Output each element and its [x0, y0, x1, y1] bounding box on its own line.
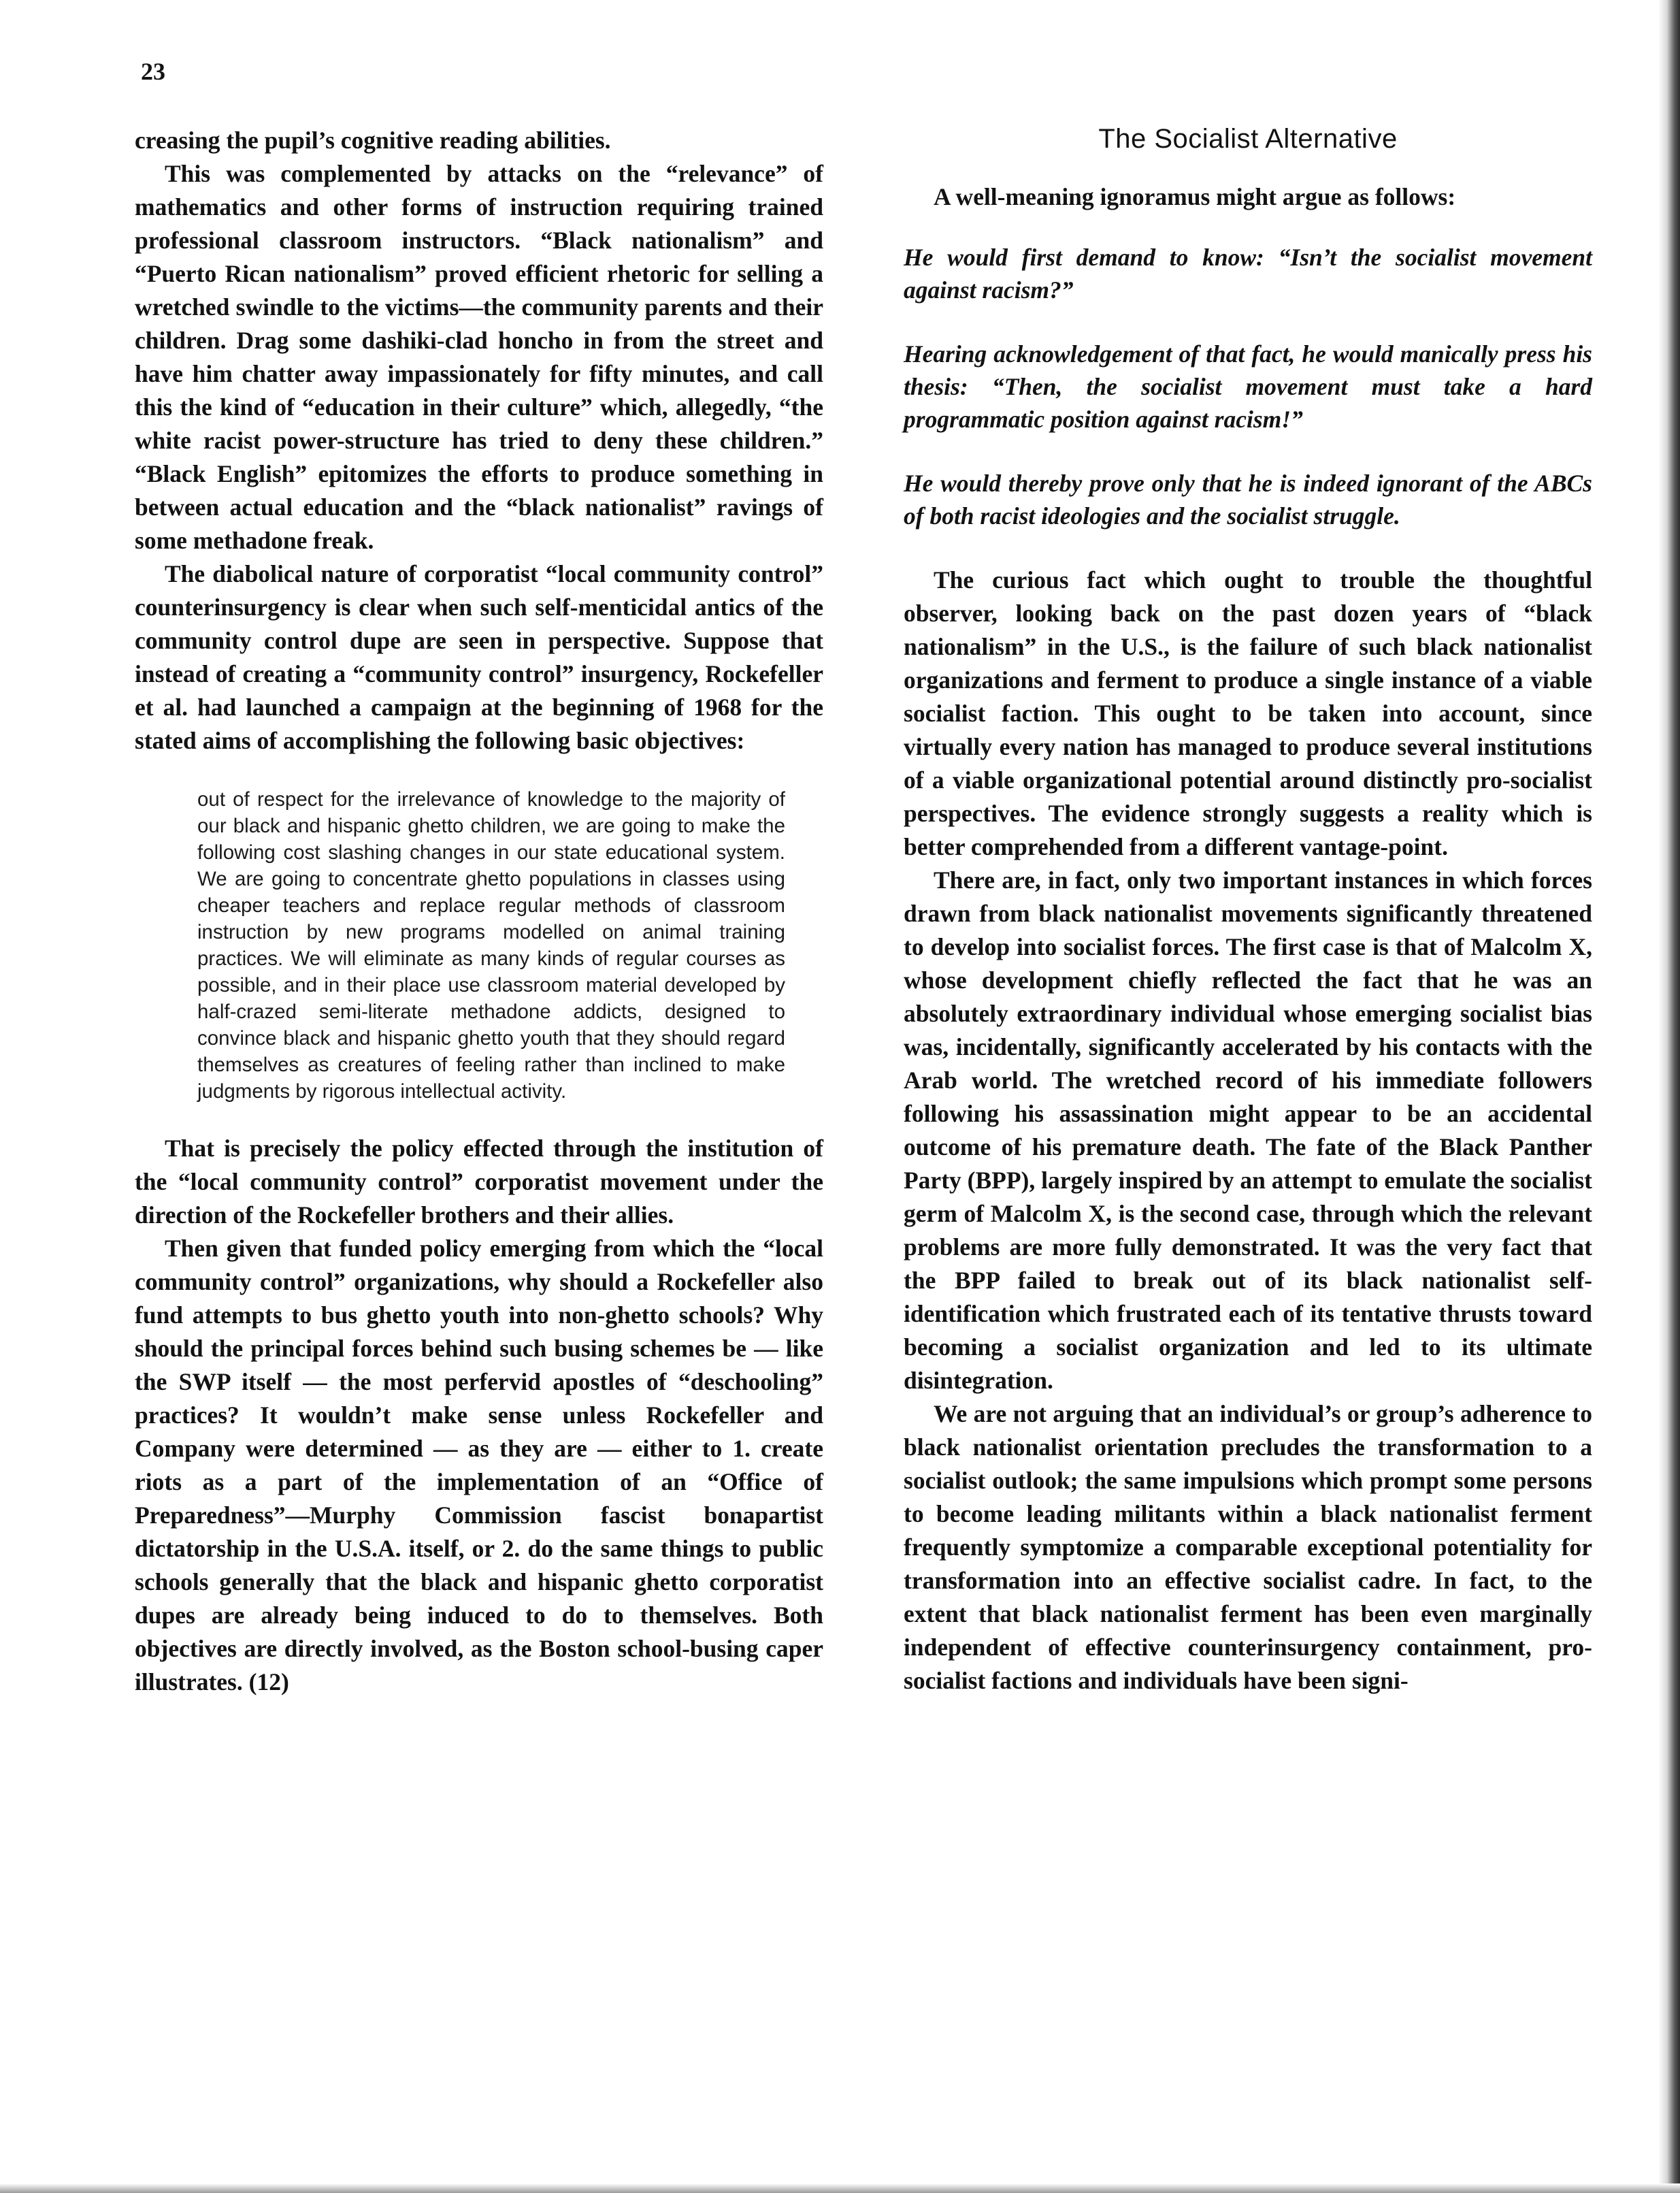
- italic-paragraph-2: Hearing acknowledgement of that fact, he would manically press his thesis: “Then, the socialist movement must take a hard programmatic position against racism!”: [904, 340, 1592, 433]
- page-edge-shadow: [1658, 0, 1680, 2193]
- section-heading: The Socialist Alternative: [1098, 124, 1398, 154]
- right-paragraph-2: There are, in fact, only two important instances in which forces drawn from black nationalist movements significantly threatened to develop into socialist forces. The first case is that of Malcolm X, whose development chiefly reflected the fact that he was an absolutely extraordinary individual whose emerging socialist bias was, incidentally, significantly accelerated by his contacts with the Arab world. The wretched record of his immediate followers following his assassination might appear to be an accidental outcome of his premature death. The fate of the Black Panther Party (BPP), largely inspired by an attempt to emulate the socialist germ of Malcolm X, is the second case, through which the relevant problems are more fully demonstrated. It was the very fact that the BPP failed to break out of its black nationalist self-identification which frustrated each of its tentative thrusts toward becoming a socialist organization and led to its ultimate disintegration.: [904, 866, 1592, 1394]
- left-paragraph-5: Then given that funded policy emerging from which the “local community control” organizations, why should a Rockefeller also fund attempts to bus ghetto youth into non-ghetto schools? Why should the principal forces behind such busing schemes be — like the SWP itself — the most perfervid apostles of “deschooling” practices? It wouldn’t make sense unless Rockefeller and Company were determined — as they are — either to 1. create riots as a part of the implementation of an “Office of Preparedness”—Murphy Commission fascist bonapartist dictatorship in the U.S.A. itself, or 2. do the same things to public schools generally that the black and hispanic ghetto corporatist dupes are already being induced to do to themselves. Both objectives are directly involved, as the Boston school-busing caper illustrates. (12): [135, 1235, 823, 1695]
- italic-paragraph-3: He would thereby prove only that he is indeed ignorant of the ABCs of both racist ideologies and the socialist struggle.: [904, 470, 1592, 530]
- page-number: 23: [141, 58, 165, 85]
- right-paragraph-3: We are not arguing that an individual’s or group’s adherence to black nationalist orientation precludes the transformation to a socialist outlook; the same impulsions which prompt some persons to become leading militants within a black nationalist ferment frequently symptomize a comparable exceptional potentiality for transformation into an effective socialist cadre. In fact, to the extent that black nationalist ferment has been even marginally independent of effective counterinsurgency containment, pro-socialist factions and individuals have been signi-: [904, 1400, 1592, 1694]
- left-column: [135, 124, 823, 1699]
- italic-paragraph-1: He would first demand to know: “Isn’t the socialist movement against racism?”: [904, 244, 1592, 304]
- left-paragraph-3: The diabolical nature of corporatist “local community control” counterinsurgency is clear when such self-menticidal antics of the community control dupe are seen in perspective. Suppose that instead of creating a “community control” insurgency, Rockefeller et al. had launched a campaign at the beginning of 1968 for the stated aims of accomplishing the following basic objectives:: [135, 560, 823, 754]
- right-paragraph-1: The curious fact which ought to trouble the thoughtful observer, looking back on the past dozen years of “black nationalism” in the U.S., is the failure of such black nationalist organizations and ferment to produce a single instance of a viable socialist faction. This ought to be taken into account, since virtually every nation has managed to produce several institutions of a viable organizational potential around distinctly pro-socialist perspectives. The evidence strongly suggests a reality which is better comprehended from a different vantage-point.: [904, 566, 1592, 860]
- left-paragraph-1: creasing the pupil’s cognitive reading abilities.: [135, 127, 611, 154]
- page-bottom-edge: [0, 2183, 1680, 2193]
- intro-line: A well-meaning ignoramus might argue as follows:: [934, 183, 1456, 210]
- left-paragraph-2: This was complemented by attacks on the “relevance” of mathematics and other forms of instruction requiring trained professional classroom instructors. “Black nationalism” and “Puerto Rican nationalism” proved efficient rhetoric for selling a wretched swindle to the victims—the community parents and their children. Drag some dashiki-clad honcho in from the street and have him chatter away impassionately for fifty minutes, and call this the kind of “education in their culture” which, allegedly, “the white racist power-structure has tried to deny these children.” “Black English” epitomizes the efforts to produce something in between actual education and the “black nationalist” ravings of some methadone freak.: [135, 160, 823, 554]
- left-paragraph-4: That is precisely the policy effected through the institution of the “local community control” corporatist movement under the direction of the Rockefeller brothers and their allies.: [135, 1135, 823, 1229]
- right-column: [904, 124, 1592, 1697]
- block-quote: out of respect for the irrelevance of knowledge to the majority of our black and hispanic ghetto children, we are going to make the following cost slashing changes in our state educational system. We are going to concentrate ghetto populations in classes using cheaper teachers and replace regular methods of classroom instruction by new programs modelled on animal training practices. We will eliminate as many kinds of regular courses as possible, and in their place use classroom material developed by half-crazed semi-literate methadone addicts, designed to convince black and hispanic ghetto youth that they should regard themselves as creatures of feeling rather than inclined to make judgments by rigorous intellectual activity.: [197, 788, 785, 1103]
